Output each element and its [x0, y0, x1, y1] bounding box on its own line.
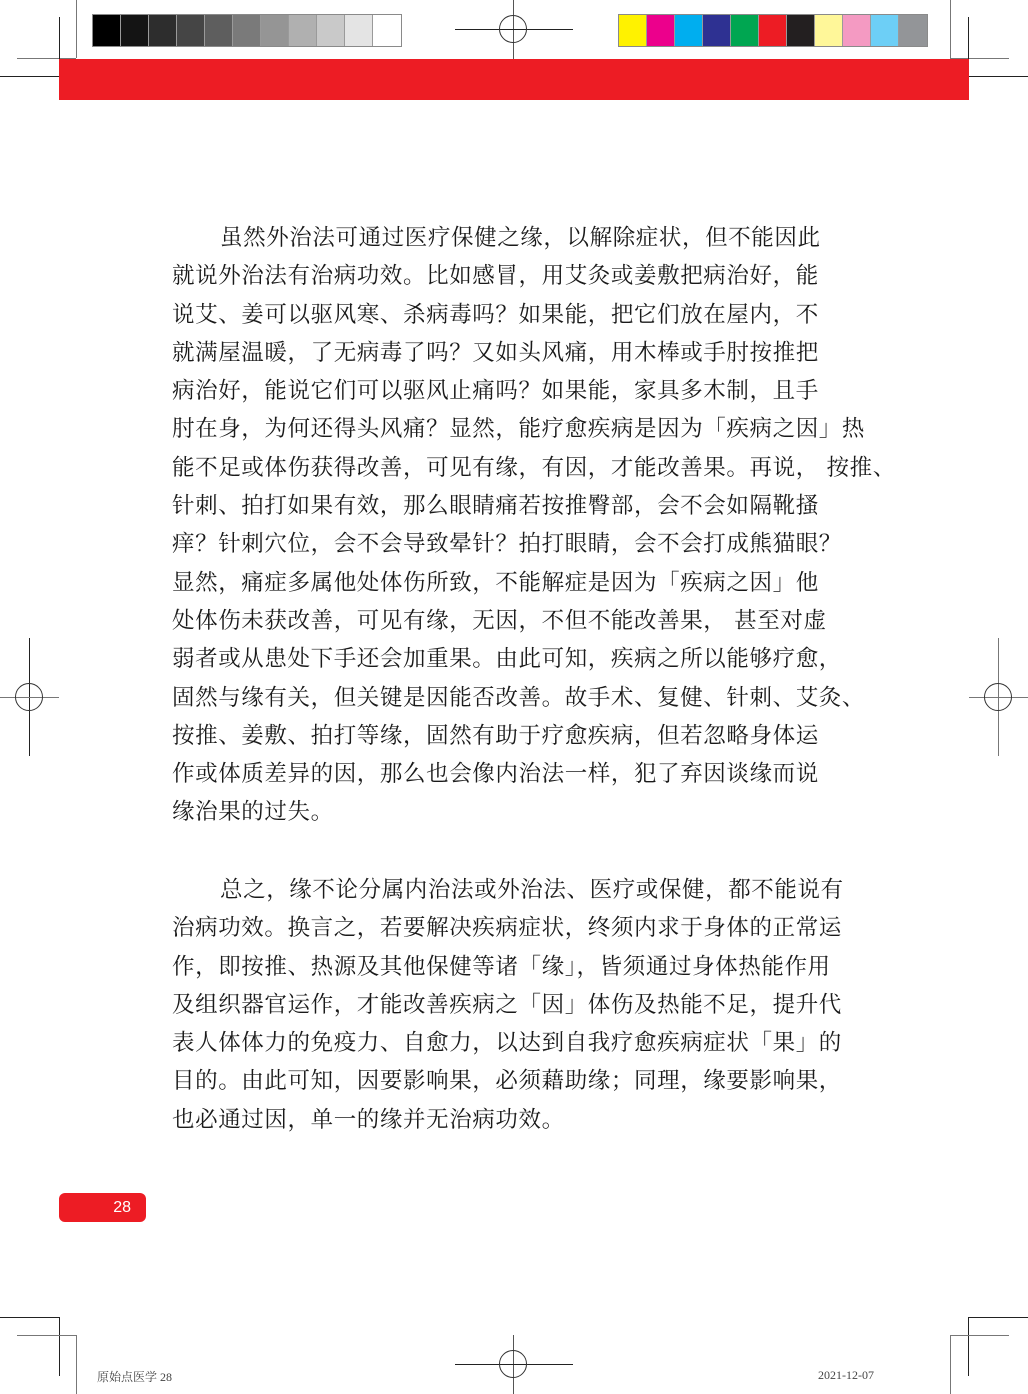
footer-date: 2021-12-07: [818, 1368, 874, 1382]
color-swatch: [177, 15, 205, 46]
color-swatch: [899, 15, 927, 46]
text-line: 治病功效。换言之，若要解决疾病症状，终须内求于身体的正常运: [172, 915, 842, 942]
crop-mark: [968, 76, 1028, 77]
text-line: 肘在身，为何还得头风痛？显然，能疗愈疾病是因为「疾病之因」热: [172, 416, 866, 443]
text-line: 也必通过因，单一的缘并无治病功效。: [172, 1106, 565, 1133]
color-swatch: [261, 15, 289, 46]
text-line: 处体伤未获改善，可见有缘，无因，不但不能改善果， 甚至对虚: [172, 607, 827, 634]
paragraph-1: [172, 219, 896, 832]
text-line: 能不足或体伤获得改善，可见有缘，有因，才能改善果。再说， 按推、: [172, 454, 896, 481]
text-line: 显然，痛症多属他处体伤所致，不能解症是因为「疾病之因」他: [172, 569, 819, 596]
crop-mark: [950, 1335, 951, 1394]
header-band: [59, 59, 969, 100]
text-line: 弱者或从患处下手还会加重果。由此可知，疾病之所以能够疗愈，: [172, 646, 842, 673]
registration-target-icon: [499, 1350, 527, 1378]
crop-mark: [950, 1335, 1009, 1336]
color-swatch: [93, 15, 121, 46]
crop-mark: [0, 1317, 59, 1318]
color-swatch: [205, 15, 233, 46]
color-swatch: [317, 15, 345, 46]
text-line: 就满屋温暖，了无病毒了吗？又如头风痛，用木棒或手肘按推把: [172, 339, 819, 366]
color-swatch: [149, 15, 177, 46]
color-swatch: [703, 15, 731, 46]
color-swatch: [345, 15, 373, 46]
color-swatch: [815, 15, 843, 46]
color-swatch: [843, 15, 871, 46]
crop-mark: [17, 1335, 76, 1336]
text-line: 虽然外治法可通过医疗保健之缘，以解除症状，但不能因此: [220, 225, 821, 251]
text-line: 针刺、拍打如果有效，那么眼睛痛若按推臀部，会不会如隔靴搔: [172, 493, 819, 520]
text-line: 痒？针刺穴位，会不会导致晕针？拍打眼睛，会不会打成熊猫眼？: [172, 531, 842, 558]
registration-target-icon: [15, 683, 43, 711]
crop-mark: [59, 1317, 60, 1376]
color-swatch: [121, 15, 149, 46]
text-line: 缘治果的过失。: [172, 799, 334, 826]
color-swatch: [619, 15, 647, 46]
text-line: 病治好，能说它们可以驱风止痛吗？如果能，家具多木制，且手: [172, 378, 819, 405]
text-line: 总之，缘不论分属内治法或外治法、医疗或保健，都不能说有: [220, 877, 844, 903]
text-line: 表人体体力的免疫力、自愈力，以达到自我疗愈疾病症状「果」的: [172, 1030, 842, 1057]
text-line: 作或体质差异的因，那么也会像内治法一样，犯了弃因谈缘而说: [172, 761, 819, 788]
grayscale-color-bar: [92, 14, 402, 47]
crop-mark: [0, 76, 59, 77]
color-swatch: [787, 15, 815, 46]
crop-mark: [968, 1317, 969, 1376]
color-swatch: [759, 15, 787, 46]
crop-mark: [76, 0, 77, 58]
text-line: 说艾、姜可以驱风寒、杀病毒吗？如果能，把它们放在屋内，不: [172, 301, 819, 328]
article-body: [172, 219, 896, 832]
color-swatch: [675, 15, 703, 46]
crop-mark: [76, 1335, 77, 1394]
text-line: 按推、姜敷、拍打等缘，固然有助于疗愈疾病，但若忽略身体运: [172, 722, 819, 749]
text-line: 固然与缘有关，但关键是因能否改善。故手术、复健、针刺、艾灸、: [172, 684, 866, 711]
footer-publication: 原始点医学 28: [97, 1370, 173, 1384]
paragraph-2: [172, 871, 892, 1139]
text-line: 及组织器官运作，才能改善疾病之「因」体伤及热能不足，提升代: [172, 991, 842, 1018]
cmyk-color-bar: [618, 14, 928, 47]
text-line: 作，即按推、热源及其他保健等诸「缘」，皆须通过身体热能作用: [172, 953, 831, 980]
color-swatch: [731, 15, 759, 46]
color-swatch: [871, 15, 899, 46]
article-body-2: [172, 871, 892, 1139]
registration-target-icon: [984, 683, 1012, 711]
page-number-badge: 28: [59, 1193, 146, 1222]
crop-mark: [950, 0, 951, 58]
color-swatch: [233, 15, 261, 46]
color-swatch: [373, 15, 401, 46]
color-swatch: [289, 15, 317, 46]
registration-target-icon: [499, 15, 527, 43]
text-line: 就说外治法有治病功效。比如感冒，用艾灸或姜敷把病治好，能: [172, 263, 819, 290]
text-line: 目的。由此可知，因要影响果，必须藉助缘；同理，缘要影响果，: [172, 1068, 842, 1095]
color-swatch: [647, 15, 675, 46]
crop-mark: [968, 1317, 1028, 1318]
